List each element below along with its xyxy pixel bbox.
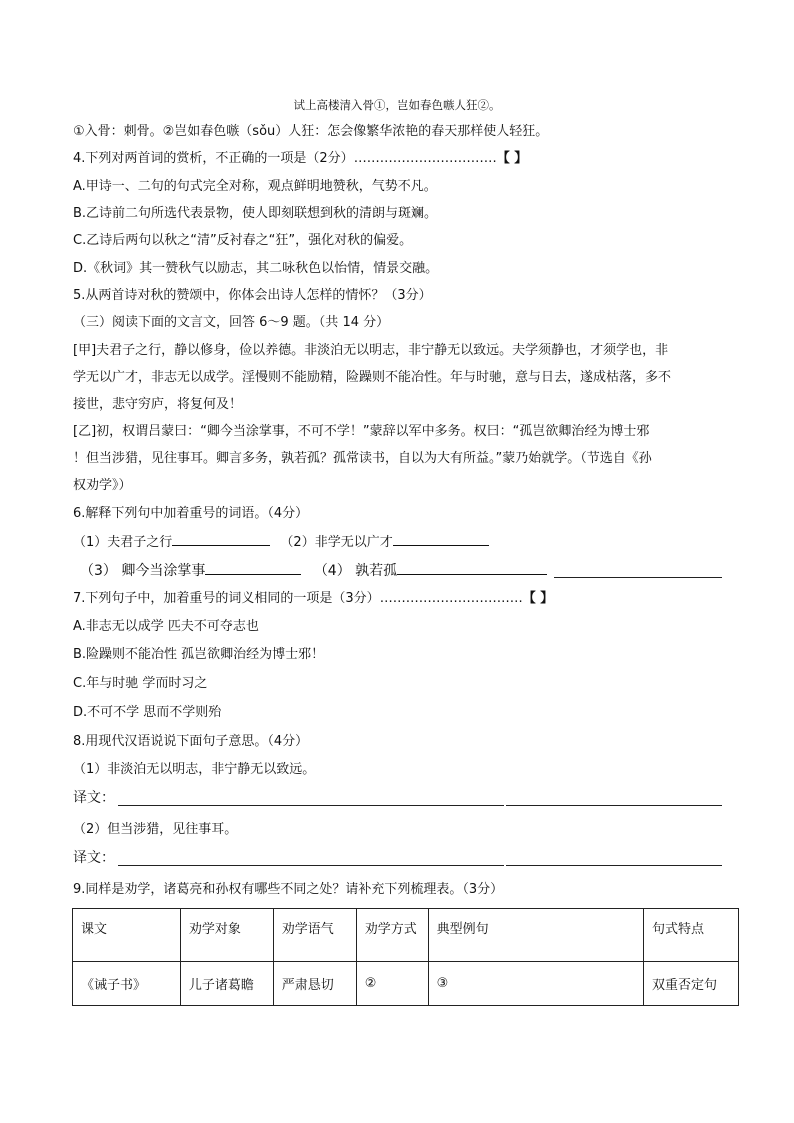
translation-line-2a[interactable] xyxy=(118,865,504,866)
question-7-option-c: C.年与时驰 学而时习之 xyxy=(73,676,208,691)
table-header-cell: 劝学对象 xyxy=(180,909,273,962)
translation-label-2: 译文： xyxy=(73,850,115,866)
question-4-dots: …………………………… xyxy=(353,151,497,166)
table-header-row xyxy=(73,909,739,962)
passage-jia-line-1: [甲]夫君子之行，静以修身，俭以养德。非淡泊无以明志，非宁静无以致远。夫学须静也，才须学也，非 xyxy=(73,343,669,358)
passage-yi-line-3: 权劝学》） xyxy=(73,478,132,493)
question-7-dots: …………………………… xyxy=(379,591,523,606)
q6-item-1: （1）夫君子之行 xyxy=(73,535,173,550)
question-7-option-a: A.非志无以成学 匹夫不可夺志也 xyxy=(73,619,259,634)
question-6-stem: 6.解释下列句中加着重号的词语。（4分） xyxy=(73,506,309,521)
table-header-cell: 课文 xyxy=(73,909,181,962)
passage-yi-line-2: ！但当涉猎，见往事耳。卿言多务，孰若孤？孤常读书，自以为大有所益。”蒙乃始就学。（节选自《孙 xyxy=(73,451,652,466)
table-cell: 严肃恳切 xyxy=(273,962,356,1006)
q6-item-3: （3） 卿今当涂掌事 xyxy=(80,563,206,579)
question-4-option-b: B.乙诗前二句所选代表景物，使人即刻联想到秋的清朗与斑斓。 xyxy=(73,206,438,221)
question-4-option-a: A.甲诗一、二句的句式完全对称，观点鲜明地赞秋，气势不凡。 xyxy=(73,179,437,194)
question-8-sentence-1: （1）非淡泊无以明志，非宁静无以致远。 xyxy=(73,762,316,777)
table-cell: 《诫子书》 xyxy=(73,962,181,1006)
question-7-option-b: B.险躁则不能冶性 孤岂欲卿治经为博士邪！ xyxy=(73,647,325,662)
question-4-answer-bracket[interactable]: 【 】 xyxy=(496,151,528,166)
q6-item-2: （2）非学无以广才 xyxy=(280,535,393,550)
table-header-cell: 劝学方式 xyxy=(356,909,428,962)
translation-label-1: 译文： xyxy=(73,790,115,806)
question-4-option-c: C.乙诗后两句以秋之“清”反衬春之“狂”，强化对秋的偏爱。 xyxy=(73,233,413,248)
q6-blank-4[interactable] xyxy=(397,562,547,575)
question-7-answer-bracket[interactable]: 【 】 xyxy=(522,591,554,606)
passage-jia-line-3: 接世，悲守穷庐，将复何及！ xyxy=(73,397,243,412)
question-9-stem: 9.同样是劝学，诸葛亮和孙权有哪些不同之处？请补充下列梳理表。（3分） xyxy=(73,882,504,897)
table-header-cell: 典型例句 xyxy=(428,909,643,962)
table-cell: 儿子诸葛瞻 xyxy=(180,962,273,1006)
table-header-cell: 句式特点 xyxy=(644,909,739,962)
question-4-text: 4.下列对两首词的赏析，不正确的一项是（2分） xyxy=(73,151,354,166)
q6-blank-2[interactable] xyxy=(393,533,489,546)
footnote: ①入骨：刺骨。②岂如春色嗾（sǒu）人狂：怎会像繁华浓艳的春天那样使人轻狂。 xyxy=(73,124,549,139)
q6-item-4: （4） 孰若孤 xyxy=(313,563,398,579)
passage-jia-line-2: 学无以广才，非志无以成学。淫慢则不能励精，险躁则不能冶性。年与时驰，意与日去，遂成枯落，多不 xyxy=(73,370,672,385)
translation-line-2b[interactable] xyxy=(506,865,722,866)
translation-line-1a[interactable] xyxy=(118,805,504,806)
q6-blank-4-extension[interactable] xyxy=(554,577,722,578)
table-cell: 双重否定句 xyxy=(644,962,739,1006)
question-4-option-d: D.《秋词》其一赞秋气以励志，其二咏秋色以怡情，情景交融。 xyxy=(73,261,439,276)
q6-blank-1[interactable] xyxy=(172,533,270,546)
question-4-stem xyxy=(73,151,527,167)
table-header-cell: 劝学语气 xyxy=(273,909,356,962)
table-cell-answer-3[interactable]: ③ xyxy=(428,962,643,1006)
section-3-heading: （三）阅读下面的文言文，回答 6～9 题。（共 14 分） xyxy=(73,315,390,330)
table-row xyxy=(73,962,739,1006)
table-cell-answer-2[interactable]: ② xyxy=(356,962,428,1006)
comparison-table xyxy=(72,908,739,1006)
poem-line: 试上高楼清入骨①，岂如春色嗾人狂②。 xyxy=(293,98,501,112)
question-7-stem xyxy=(73,591,553,607)
question-8-stem: 8.用现代汉语说说下面句子意思。（4分） xyxy=(73,734,309,749)
passage-yi-line-1: [乙]初，权谓吕蒙曰：“卿今当涂掌事，不可不学！”蒙辞以军中多务。权曰：“孤岂欲卿治经为博士邪 xyxy=(73,424,650,439)
question-5-stem: 5.从两首诗对秋的赞颂中，你体会出诗人怎样的情怀？（3分） xyxy=(73,288,432,303)
q6-blank-3[interactable] xyxy=(205,562,301,575)
question-7-option-d: D.不可不学 思而不学则殆 xyxy=(73,705,222,720)
question-6-row-1 xyxy=(73,533,489,551)
question-6-row-2 xyxy=(80,562,547,579)
question-7-text: 7.下列句子中，加着重号的词义相同的一项是（3分） xyxy=(73,591,380,606)
question-8-sentence-2: （2）但当涉猎，见往事耳。 xyxy=(73,822,238,837)
translation-line-1b[interactable] xyxy=(506,805,722,806)
